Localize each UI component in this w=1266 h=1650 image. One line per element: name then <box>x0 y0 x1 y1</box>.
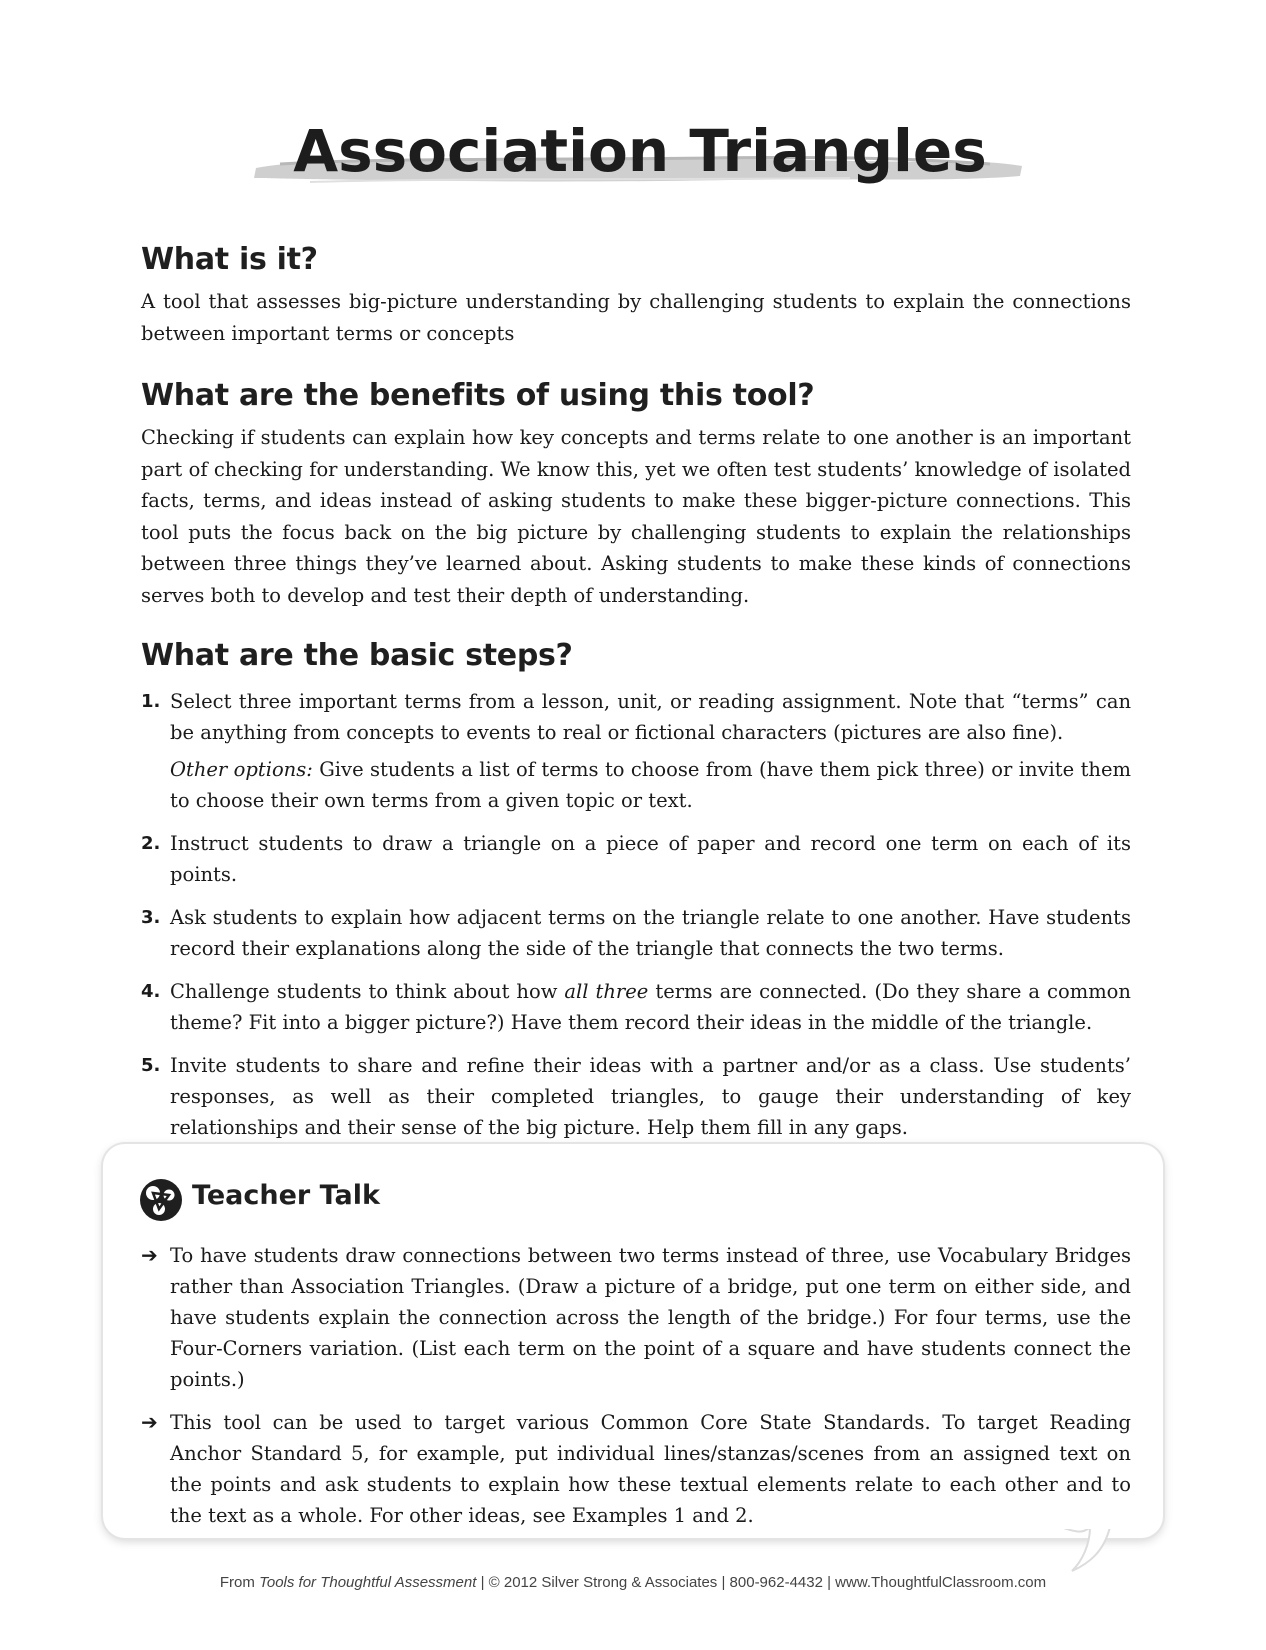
benefits-body: Checking if students can explain how key concepts and terms relate to one another is an important part of checking for understanding. We know this, yet we often test students’ knowledge of isolated facts, terms, and ideas instead of asking students to make these bigger-picture connections. This tool puts the focus back on the big picture by challenging students to explain the relationships between three things they’ve learned about. Asking students to make these kinds of connections serves both to develop and test their depth of understanding. <box>141 426 1131 607</box>
arrow-right-icon: ➔ <box>141 1410 158 1434</box>
teacher-talk-title: Teacher Talk <box>192 1180 380 1211</box>
other-options-label: Other options: <box>170 758 313 781</box>
teacher-talk-icon <box>139 1178 183 1222</box>
footer-rest: | © 2012 Silver Strong & Associates | 800-962-4432 | www.ThoughtfulClassroom.com <box>476 1574 1047 1591</box>
step-item <box>141 828 1131 890</box>
step-number: 3. <box>141 907 161 928</box>
step-text-emphasis: all three <box>564 980 649 1003</box>
footer-book-title: Tools for Thoughtful Assessment <box>259 1574 477 1591</box>
what-is-it-body: A tool that assesses big-picture understanding by challenging students to explain the connections between important terms or concepts <box>141 290 1131 345</box>
page-title: Association Triangles <box>293 117 987 185</box>
step-text-after: terms are connected. (Do they share a common theme? Fit into a bigger picture?) Have them record their ideas in the middle of the triangle. <box>170 980 1131 1034</box>
steps-list <box>141 686 1131 1155</box>
footer-credit <box>0 1574 1266 1591</box>
teacher-talk-list <box>141 1240 1131 1543</box>
footer-prefix: From <box>219 1574 260 1591</box>
step-text: Ask students to explain how adjacent terms on the triangle relate to one another. Have students record their explanations along the side of the triangle that connects the two terms. <box>170 906 1131 960</box>
step-number: 4. <box>141 981 161 1002</box>
teacher-talk-text: To have students draw connections between two terms instead of three, use Vocabulary Bridges rather than Association Triangles. (Draw a picture of a bridge, put one term on either side, and have students explain the connection across the length of the bridge.) For four terms, use the Four-Corners variation. (List each term on the point of a square and have students connect the points.) <box>170 1244 1131 1391</box>
other-options-text: Give students a list of terms to choose from (have them pick three) or invite them to choose their own terms from a given topic or text. <box>170 758 1131 812</box>
step-other-options <box>170 754 1131 816</box>
step-number: 5. <box>141 1055 161 1076</box>
step-text: Invite students to share and refine their ideas with a partner and/or as a class. Use students’ responses, as well as their completed triangles, to gauge their understanding of key relationships and their sense of the big picture. Help them fill in any gaps. <box>170 1054 1131 1139</box>
title-banner <box>250 110 1030 210</box>
step-text-before: Challenge students to think about how <box>170 980 565 1003</box>
heading-basic-steps: What are the basic steps? <box>141 638 573 673</box>
teacher-talk-item <box>141 1240 1131 1395</box>
arrow-right-icon: ➔ <box>141 1243 158 1267</box>
step-number: 2. <box>141 833 161 854</box>
heading-benefits: What are the benefits of using this tool? <box>141 378 815 413</box>
step-text: Instruct students to draw a triangle on a piece of paper and record one term on each of its points. <box>170 832 1131 886</box>
step-item <box>141 902 1131 964</box>
teacher-talk-item <box>141 1407 1131 1531</box>
step-item <box>141 686 1131 816</box>
step-item <box>141 976 1131 1038</box>
teacher-talk-text: This tool can be used to target various Common Core State Standards. To target Reading Anchor Standard 5, for example, put individual lines/stanzas/scenes from an assigned text on the points and ask students to explain how these textual elements relate to each other and to the text as a whole. For other ideas, see Examples 1 and 2. <box>170 1411 1131 1527</box>
step-number: 1. <box>141 691 161 712</box>
step-text <box>170 976 1131 1038</box>
step-text: Select three important terms from a lesson, unit, or reading assignment. Note that “terms” can be anything from concepts to events to real or fictional characters (pictures are also fine). <box>170 690 1131 744</box>
step-item <box>141 1050 1131 1143</box>
heading-what-is-it: What is it? <box>141 242 318 277</box>
